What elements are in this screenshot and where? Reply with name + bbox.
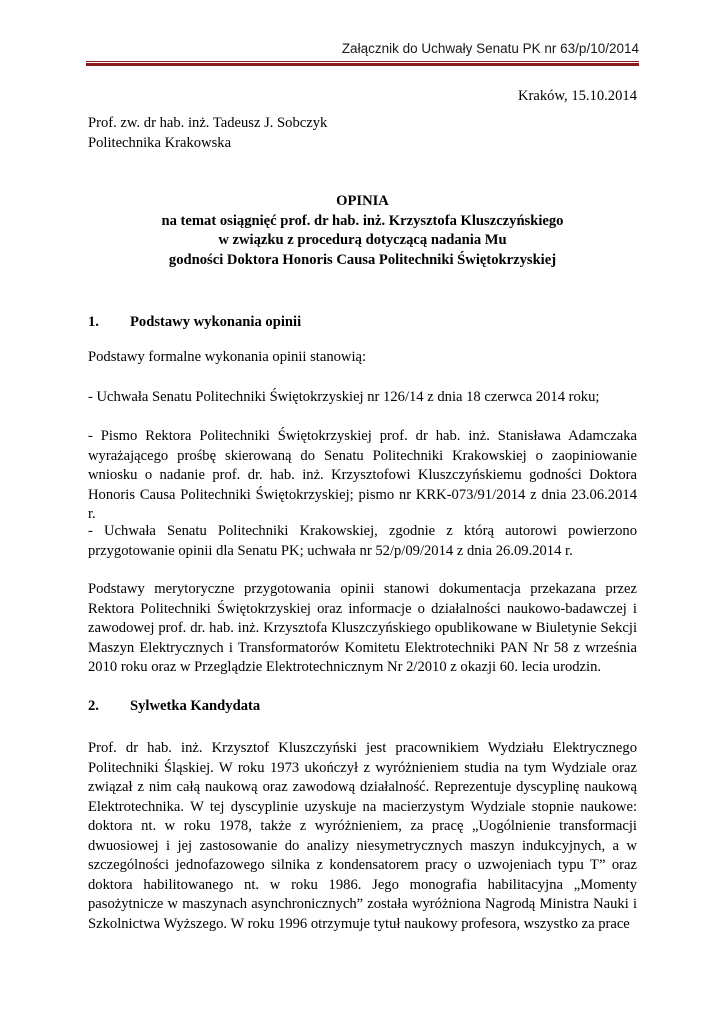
title-line-3: godności Doktora Honoris Causa Politechniki Świętokrzyskiej [168,251,557,268]
header-rule-thick [86,63,639,66]
section-1-paragraph: Podstawy merytoryczne przygotowania opinii stanowi dokumentacja przekazana przez Rektora Politechniki Świętokrzyskiej oraz informacje o działalności naukowo-badawczej i zawodowej prof. dr. hab. inż. Krzysztofa Kluszczyńskiego opublikowane w Biuletynie Sekcji Maszyn Elektrycznych i Transformatorów Komitetu Elektrotechniki PAN Nr 58 z września 2010 roku oraz w Przeglądzie Elektrotechnicznym Nr 2/2010 z okazji 60. lecia urodzin. [88,581,637,675]
title-line-2: w związku z procedurą dotyczącą nadania Mu [218,232,507,248]
section-2-title: Sylwetka Kandydata [130,698,261,714]
document-title [88,192,637,270]
section-2-paragraph: Prof. dr hab. inż. Krzysztof Kluszczyński jest pracownikiem Wydziału Elektrycznego Politechniki Śląskiej. W roku 1973 ukończył z wyróżnieniem studia na tym Wydziale oraz związał z nim całą naukową oraz zawodową działalność. Reprezentuje dyscyplinę naukową Elektrotechnika. W tej dyscyplinie uzyskuje na macierzystym Wydziale stopnie naukowe: doktora nt. w roku 1978, także z wyróżnieniem, za pracę „Uogólnienie transformacji dwuosiowej i jej zastosowanie do analizy niesymetrycznych maszyn indukcyjnych, a w szczególności jednofazowego silnika z kondensatorem pracy o uzwojeniach typu T” oraz doktora habilitowanego nt. w roku 1986. Jego monografia habilitacyjna „Momenty pasożytnicze w maszynach asynchronicznych” została wyróżniona Nagrodą Ministra Nauki i Szkolnictwa Wyższego. W roku 1996 otrzymuje tytuł naukowy profesora, wszystko za prace [88,740,637,932]
section-2-number: 2. [88,698,99,714]
section-1-paragraph: - Uchwała Senatu Politechniki Krakowskiej, zgodnie z którą autorowi powierzono przygotowanie opinii dla Senatu PK; uchwała nr 52/p/09/2014 z dnia 26.09.2014 r. [88,523,637,559]
header-attachment-note: Załącznik do Uchwały Senatu PK nr 63/p/10/2014 [341,41,639,56]
author-name: Prof. zw. dr hab. inż. Tadeusz J. Sobczyk [88,115,328,131]
header-rule [86,61,639,66]
section-1-paragraph: Podstawy formalne wykonania opinii stanowią: [88,349,367,365]
section-1-heading [88,313,301,333]
section-1-number: 1. [88,314,99,330]
section-1-paragraph: - Pismo Rektora Politechniki Świętokrzyskiej prof. dr hab. inż. Stanisława Adamczaka wyrażającego prośbę skierowaną do Senatu Politechniki Krakowskiej o zaopiniowanie wniosku o nadanie prof. dr. hab. inż. Krzysztofowi Kluszczyńskiemu godności Doktora Honoris Causa Politechniki Świętokrzyskiej; pismo nr KRK-073/91/2014 z dnia 23.06.2014 r. [88,428,637,522]
title-line-1: na temat osiągnięć prof. dr hab. inż. Krzysztofa Kluszczyńskiego [161,212,564,229]
author-block [88,114,327,153]
header-rule-thin [86,61,639,62]
section-1-title: Podstawy wykonania opinii [130,314,302,330]
date-line: Kraków, 15.10.2014 [517,88,637,104]
author-institution: Politechnika Krakowska [88,134,232,151]
section-1-paragraph: - Uchwała Senatu Politechniki Świętokrzyskiej nr 126/14 z dnia 18 czerwca 2014 roku; [88,389,600,405]
section-2-heading [88,697,260,717]
title-heading: OPINIA [336,193,389,209]
